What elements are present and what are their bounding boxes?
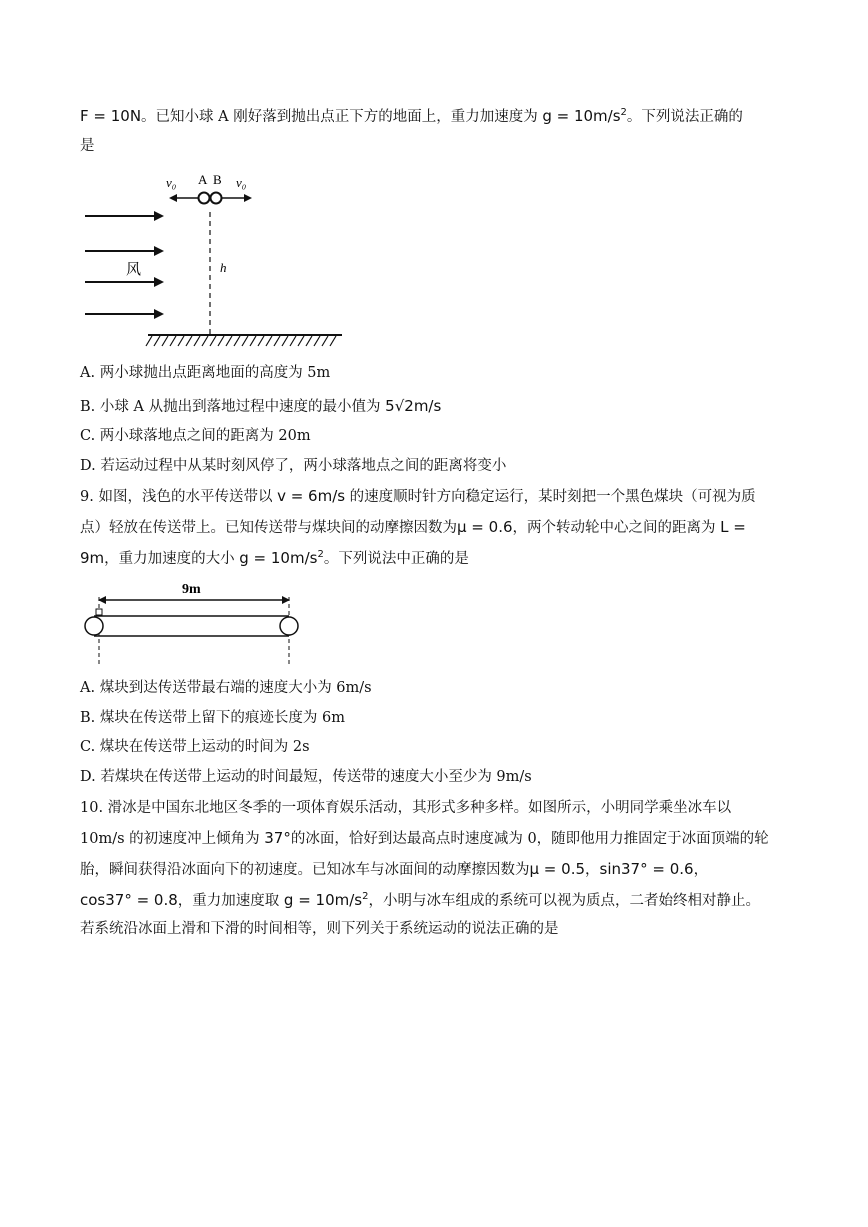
q9-option-a: A. 煤块到达传送带最右端的速度大小为 6m/s — [80, 680, 372, 696]
q9-option-d: D. 若煤块在传送带上运动的时间最短，传送带的速度大小至少为 9m/s — [80, 769, 532, 785]
wind-arrow-icon — [154, 277, 164, 287]
q8-gravity-formula: $g = 10m/s^2$ — [542, 107, 627, 125]
wind-arrow-icon — [154, 246, 164, 256]
q8-intro-line1 — [80, 106, 743, 127]
coal-block-icon — [96, 609, 102, 615]
q10-line1: 10. 滑冰是中国东北地区冬季的一项体育娱乐活动，其形式多种多样。如图所示，小明同学乘坐冰车以 — [80, 800, 732, 816]
q9-line3: 9m，重力加速度的大小 $g = 10m/s^2$。下列说法中正确的是 — [80, 549, 469, 567]
arrow-right-icon — [244, 194, 252, 202]
pulley-left-icon — [85, 617, 103, 635]
arrow-left-icon — [169, 194, 177, 202]
q9-line1: 9. 如图，浅色的水平传送带以 v = 6m/s 的速度顺时针方向稳定运行，某时刻把一个黑色煤块（可视为质 — [80, 487, 756, 505]
ball-b-label: B — [213, 172, 222, 187]
q9-line2: 点）轻放在传送带上。已知传送带与煤块间的动摩擦因数为μ = 0.6，两个转动轮中心之间的距离为 L = — [80, 518, 746, 536]
q10-line4: cos37° = 0.8，重力加速度取 $g = 10m/s^2$，小明与冰车组成的系统可以视为质点，二者始终相对静止。 — [80, 891, 760, 909]
ground-hatching — [146, 336, 336, 346]
q10-line2: 10m/s 的初速度冲上倾角为 37°的冰面，恰好到达最高点时速度减为 0，随即他用力推固定于冰面顶端的轮 — [80, 829, 769, 847]
wind-arrow-icon — [154, 309, 164, 319]
q8-force-formula: F = 10N — [80, 107, 142, 125]
q8-wind-figure — [80, 168, 350, 353]
length-label: 9m — [182, 582, 201, 597]
v0-right-label: v₀ — [236, 175, 247, 190]
ball-a-icon — [199, 193, 210, 204]
q8-option-c: C. 两小球落地点之间的距离为 20m — [80, 428, 311, 444]
q8-intro-line2: 是 — [80, 138, 95, 154]
q8-intro-tail: 。下列说法正确的 — [626, 109, 743, 125]
q8-option-b: B. 小球 A 从抛出到落地过程中速度的最小值为 5√2m/s — [80, 397, 442, 415]
q10-line3: 胎，瞬间获得沿冰面向下的初速度。已知冰车与冰面间的动摩擦因数为μ = 0.5，sin37° = 0.6， — [80, 860, 709, 878]
q8-intro-text: 。已知小球 A 刚好落到抛出点正下方的地面上，重力加速度为 — [141, 109, 543, 125]
q9-conveyor-figure — [80, 575, 310, 670]
wind-label: 风 — [126, 262, 142, 278]
q10-line5: 若系统沿冰面上滑和下滑的时间相等，则下列关于系统运动的说法正确的是 — [80, 921, 559, 937]
q9-option-c: C. 煤块在传送带上运动的时间为 2s — [80, 739, 310, 755]
v0-left-label: v₀ — [166, 175, 177, 190]
ball-a-label: A — [198, 172, 208, 187]
q8-option-a: A. 两小球抛出点距离地面的高度为 5m — [80, 365, 331, 381]
q9-option-b: B. 煤块在传送带上留下的痕迹长度为 6m — [80, 710, 345, 726]
ball-b-icon — [211, 193, 222, 204]
q8-option-d: D. 若运动过程中从某时刻风停了，两小球落地点之间的距离将变小 — [80, 458, 507, 474]
pulley-right-icon — [280, 617, 298, 635]
wind-arrow-icon — [154, 211, 164, 221]
height-label: h — [220, 260, 227, 275]
